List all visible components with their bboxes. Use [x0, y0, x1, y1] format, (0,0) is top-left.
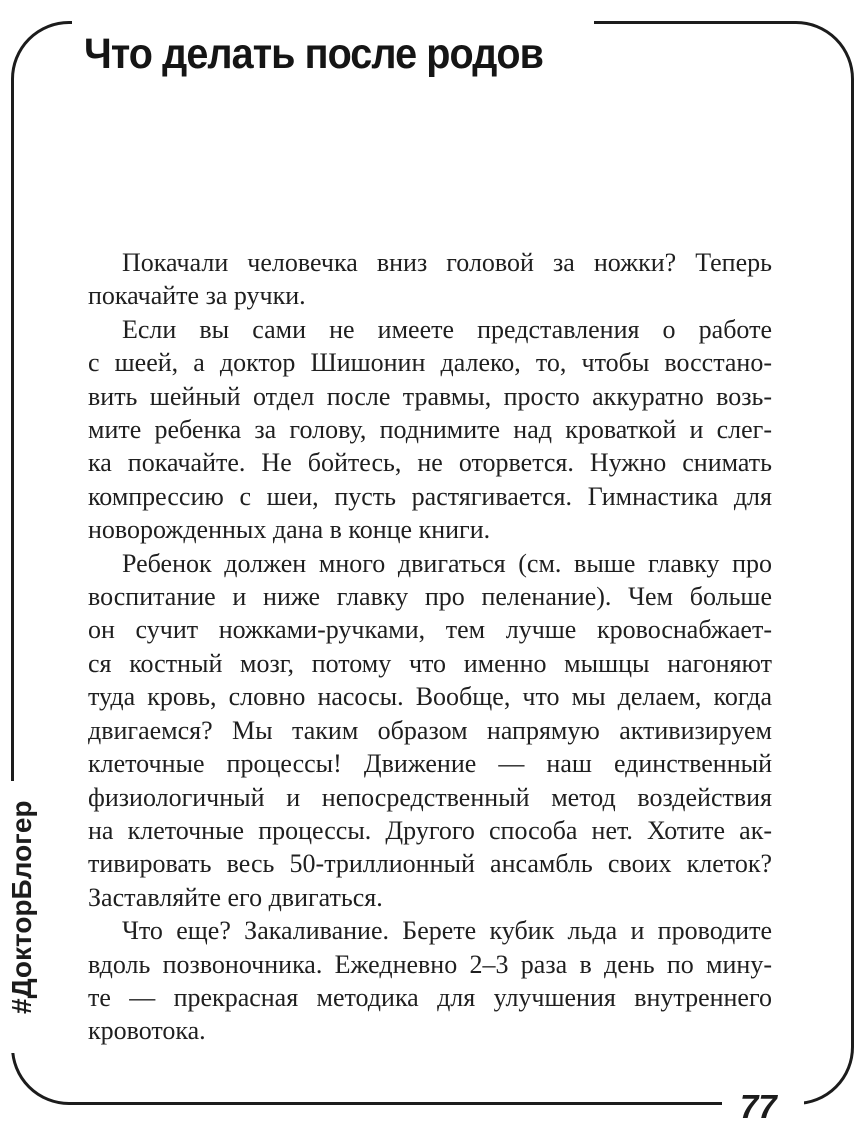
text-line: Покачали человечка вниз головой за ножки? Теперь [122, 248, 772, 277]
text-line: новорожденных дана в конце книги. [88, 515, 491, 545]
text-line: Если вы сами не имеете представления о работе [122, 314, 772, 344]
text-line: туда кровь, словно насосы. Вообще, что мы делаем, когда [88, 682, 772, 712]
text-line: двигаемся? Мы таким образом напрямую активизируем [88, 715, 772, 745]
text-line: воспитание и ниже главку про пеленание). Чем больше [88, 582, 772, 612]
sidebar-hashtag: #ДокторБлогер [6, 800, 37, 1014]
text-line: с шеей, а доктор Шишонин далеко, то, чтобы восстано- [88, 348, 772, 378]
body-text [88, 246, 772, 1048]
text-line: он сучит ножками-ручками, тем лучше кровоснабжает- [88, 615, 772, 645]
paragraph [88, 246, 772, 313]
text-line: на клеточные процессы. Другого способа нет. Хотите ак- [88, 815, 772, 845]
text-line: те — прекрасная методика для улучшения внутреннего [88, 982, 772, 1012]
paragraph [88, 914, 772, 1048]
text-line: вдоль позвоночника. Ежедневно 2–3 раза в день по мину- [88, 949, 772, 979]
text-line: физиологичный и непосредственный метод воздействия [88, 782, 772, 812]
text-line: клеточные процессы! Движение — наш единственный [88, 749, 772, 779]
text-line: покачайте за ручки. [88, 281, 306, 311]
page-number: 77 [740, 1088, 777, 1125]
text-line: компрессию с шеи, пусть растягивается. Гимнастика для [88, 481, 772, 511]
text-line: Заставляйте его двигаться. [88, 882, 383, 912]
text-line: ся костный мозг, потому что именно мышцы нагоняют [88, 648, 772, 678]
text-line: Ребенок должен много двигаться (см. выше главку про [122, 548, 772, 578]
chapter-title: Что делать после родов [84, 29, 544, 78]
text-line: мите ребенка за голову, поднимите над кроваткой и слег- [88, 415, 772, 445]
paragraph [88, 547, 772, 914]
text-line: кровотока. [88, 1016, 206, 1046]
paragraph [88, 313, 772, 547]
text-line: вить шейный отдел после травмы, просто аккуратно возь- [88, 381, 772, 411]
text-line: тивировать весь 50-триллионный ансамбль своих клеток? [88, 849, 772, 879]
text-line: ка покачайте. Не бойтесь, не оторвется. Нужно снимать [88, 448, 772, 478]
text-line: Что еще? Закаливание. Берете кубик льда и проводите [122, 916, 772, 946]
